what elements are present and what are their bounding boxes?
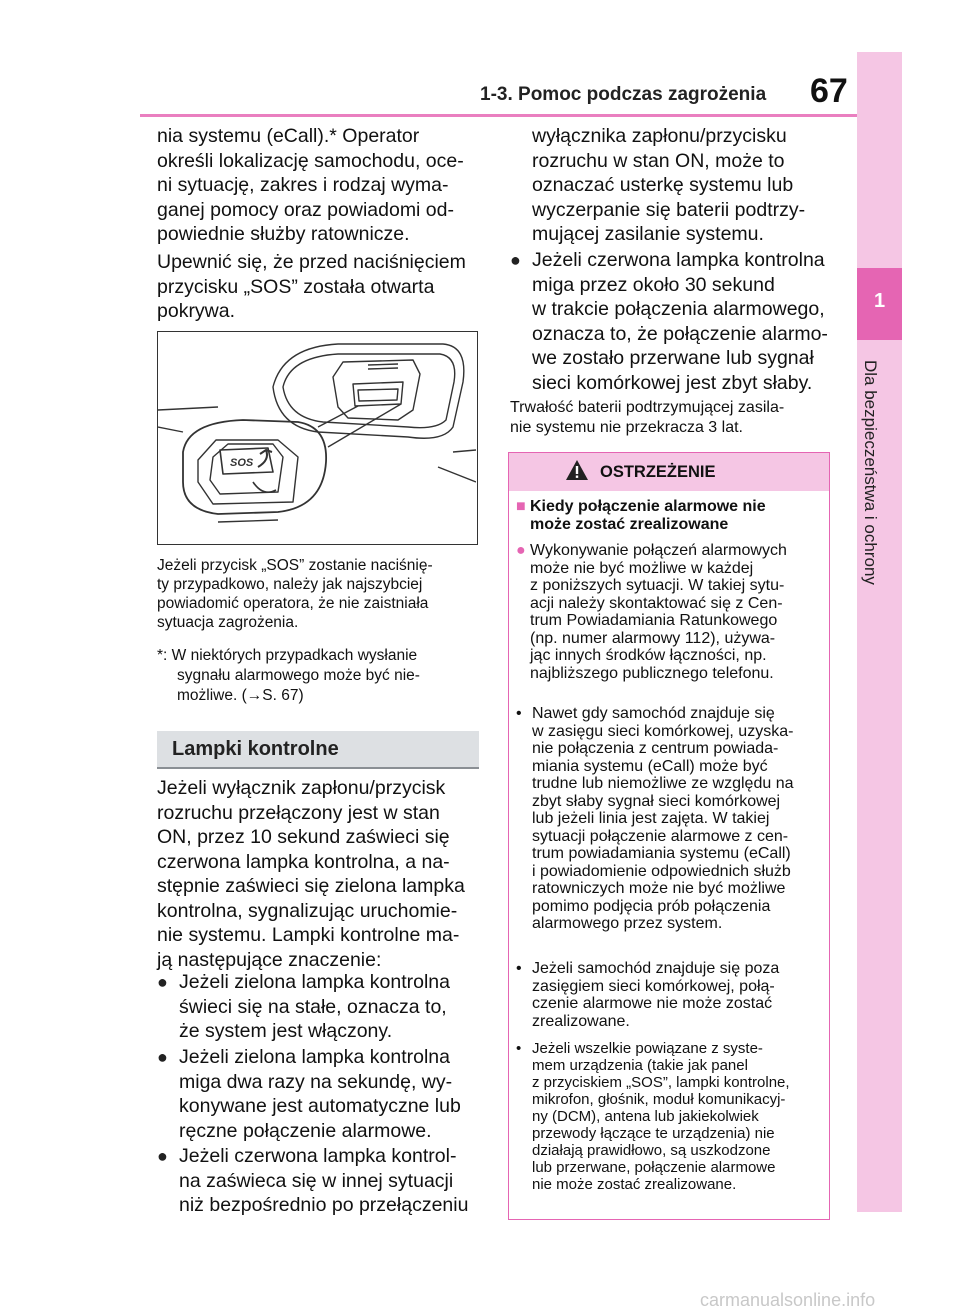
text-line: czenie alarmowe nie może zostać (532, 995, 773, 1012)
text-line: Jeżeli wszelkie powiązane z syste- (532, 1040, 763, 1057)
text-line: Nawet gdy samochód znajduje się (532, 705, 775, 722)
text-line: zbyt słaby sygnał sieci komórkowej (532, 792, 781, 810)
text-line: przewody łączące te urządzenia) nie (532, 1125, 775, 1142)
figure-caption (157, 556, 479, 632)
warning-subheading (516, 498, 822, 534)
square-marker-icon: ■ (516, 498, 526, 515)
bullet-dot-icon: • (516, 960, 522, 977)
text-line: mem urządzenia (takie jak panel (532, 1057, 748, 1074)
text-line: w trakcie połączenia alarmowego, (532, 298, 825, 320)
text-line: trum Powiadamiania Ratunkowego (530, 612, 778, 629)
check-paragraph (157, 250, 479, 324)
text-line: ją następujące znaczenie: (157, 948, 382, 971)
text-line: mującej zasilanie systemu. (532, 223, 764, 245)
list-item (510, 248, 830, 395)
text-line: powiednie służby ratownicze. (157, 223, 410, 245)
text-line: miga dwa razy na sekundę, wy- (179, 1070, 453, 1093)
header-divider (140, 114, 860, 117)
bullet-dot-icon: ● (510, 250, 521, 270)
section-title: Lampki kontrolne (172, 738, 339, 760)
text-line: zasięgiem sieci komórkowej, połą- (532, 977, 775, 995)
text-line: oznacza to, że połączenie alarmo- (532, 322, 828, 345)
text-line: Jeżeli czerwona lampka kontrol- (179, 1145, 457, 1167)
text-line: (np. numer alarmowy 112), używa- (530, 629, 776, 647)
text-line: sieci komórkowej jest zbyt słaby. (532, 371, 813, 394)
text-line: Upewnić się, że przed naciśnięciem (157, 251, 466, 273)
text-line: przycisku „SOS” została otwarta (157, 275, 435, 298)
text-line: powiadomić operatora, że nie zaistniała (157, 595, 429, 612)
text-line: Kiedy połączenie alarmowe nie (530, 498, 766, 515)
bullet-dot-icon: ● (157, 972, 168, 992)
intro-paragraph (157, 124, 479, 247)
text-line: ty przypadkowo, należy jak najszybciej (157, 576, 423, 593)
text-line: że system jest włączony. (179, 1020, 393, 1042)
text-line: sygnału alarmowego może być nie- (177, 667, 420, 684)
bullet-dot-icon: ● (157, 1146, 168, 1166)
text-line: Jeżeli wyłącznik zapłonu/przycisk (157, 777, 446, 799)
chapter-label: Dla bezpieczeństwa i ochrony (861, 360, 880, 585)
text-line: Jeżeli samochód znajduje się poza (532, 960, 780, 977)
text-line: w zasięgu sieci komórkowej, uzyska- (532, 722, 794, 740)
bullet-dot-icon: • (516, 705, 522, 722)
text-line: nie może zostać zrealizowane. (532, 1176, 737, 1193)
text-line: nie systemu. Lampki kontrolne ma- (157, 924, 460, 946)
text-line: pomimo podjęcia prób połączenia (532, 897, 771, 915)
text-line: ON, przez 10 sekund zaświeci się (157, 826, 450, 848)
warning-list-item (516, 960, 822, 1030)
warning-triangle-icon (565, 459, 589, 486)
chapter-number: 1 (873, 290, 886, 312)
text-line: stępnie zaświeci się zielona lampka (157, 875, 465, 897)
text-line: konywane jest automatyczne lub (179, 1095, 461, 1117)
list-item (157, 1045, 479, 1143)
overhead-console-drawing (158, 332, 476, 543)
bullet-dot-icon: • (516, 1040, 522, 1057)
text-line: z przyciskiem „SOS”, lampki kontrolne, (532, 1074, 790, 1091)
section-header-title: 1-3. Pomoc podczas zagrożenia (480, 84, 767, 105)
text-line: z poniższych sytuacji. W takiej sytu- (530, 577, 785, 594)
text-line: świeci się na stałe, oznacza to, (179, 995, 447, 1018)
text-line: rozruchu przełączony jest w stan (157, 801, 440, 824)
text-line: mikrofon, głośnik, moduł komunikacyj- (532, 1091, 786, 1108)
text-line: może zostać zrealizowane (530, 516, 729, 533)
text-line: działają prawidłowo, są uszkodzone (532, 1142, 771, 1159)
chapter-side-strip (857, 52, 902, 1212)
text-line: kontrolna, sygnalizując uruchomie- (157, 899, 458, 922)
text-line: sytuacja zagrożenia. (157, 614, 299, 631)
text-line: na zaświeca się w innej sytuacji (179, 1169, 454, 1192)
circle-marker-icon: ● (516, 542, 526, 559)
text-line: miania systemu (eCall) może być (532, 757, 768, 775)
text-line: zrealizowane. (532, 1012, 630, 1030)
text-line: ny (DCM), antena lub jakiekolwiek (532, 1108, 759, 1125)
text-line: lub jeżeli linia jest zajęta. W takiej (532, 810, 770, 827)
text-line: we zostało przerwane lub sygnał (532, 347, 814, 369)
warning-title: OSTRZEŻENIE (600, 463, 716, 481)
text-line: Jeżeli zielona lampka kontrolna (179, 971, 450, 993)
sos-label: SOS (230, 457, 254, 469)
text-line: wyłącznika zapłonu/przycisku (532, 125, 787, 147)
text-line: Jeżeli czerwona lampka kontrolna (532, 249, 825, 271)
text-line: czerwona lampka kontrolna, a na- (157, 850, 450, 873)
text-line: Trwałość baterii podtrzymującej zasila- (510, 399, 785, 416)
warning-list-item (516, 705, 822, 933)
list-item (157, 970, 479, 1044)
list-item (157, 1144, 479, 1218)
text-line: i powiadomienie odpowiednich służb (532, 862, 791, 880)
text-line: określi lokalizację samochodu, oce- (157, 149, 464, 172)
text-line: najbliższego publicznego telefonu. (530, 664, 774, 682)
text-line: sytuacji połączenie alarmowe z cen- (532, 827, 789, 845)
battery-note (510, 398, 830, 438)
text-line: możliwe. (→S. 67) (177, 687, 304, 704)
text-line: wyczerpanie się baterii podtrzy- (532, 198, 806, 221)
footnote (157, 646, 479, 706)
text-line: nie połączenia z centrum powiada- (532, 740, 779, 757)
text-line: oznaczać usterkę systemu lub (532, 174, 794, 196)
text-line: lub przerwane, połączenie alarmowe (532, 1159, 776, 1176)
warning-list-item (516, 1040, 822, 1193)
page-number: 67 (810, 72, 848, 110)
text-line: może nie być możliwe w każdej (530, 559, 754, 577)
text-line: ręczne połączenie alarmowe. (179, 1119, 432, 1142)
text-line: pokrywa. (157, 300, 236, 322)
text-line: miga przez około 30 sekund (532, 273, 775, 296)
text-line: ganej pomocy oraz powiadomi od- (157, 198, 454, 221)
text-line: *: W niektórych przypadkach wysłanie (157, 647, 418, 664)
text-line: alarmowego przez system. (532, 915, 723, 932)
watermark-link[interactable]: carmanualsonline.info (700, 1290, 876, 1310)
text-line: trudne lub niemożliwe ze względu na (532, 775, 794, 792)
warning-circle-item (516, 542, 822, 682)
sos-button-illustration (157, 331, 478, 545)
bullet-dot-icon: ● (157, 1047, 168, 1067)
text-line: trum powiadamiania systemu (eCall) (532, 845, 791, 862)
text-line: nie systemu nie przekracza 3 lat. (510, 419, 743, 436)
text-line: ni sytuację, zakres i rodzaj wyma- (157, 174, 449, 196)
continuation-paragraph (510, 124, 830, 247)
text-line: niż bezpośrednio po przełączeniu (179, 1194, 469, 1216)
text-line: Jeżeli zielona lampka kontrolna (179, 1046, 450, 1068)
text-line: jąc innych środków łączności, np. (530, 647, 767, 664)
text-line: acji należy skontaktować się z Cen- (530, 594, 783, 612)
text-line: ratowniczych może nie być możliwe (532, 880, 786, 897)
text-line: Wykonywanie połączeń alarmowych (530, 542, 787, 559)
text-line: nia systemu (eCall).* Operator (157, 125, 420, 147)
lamp-intro-paragraph (157, 776, 479, 972)
text-line: Jeżeli przycisk „SOS” zostanie naciśnię- (157, 557, 433, 574)
text-line: rozruchu w stan ON, może to (532, 149, 785, 172)
